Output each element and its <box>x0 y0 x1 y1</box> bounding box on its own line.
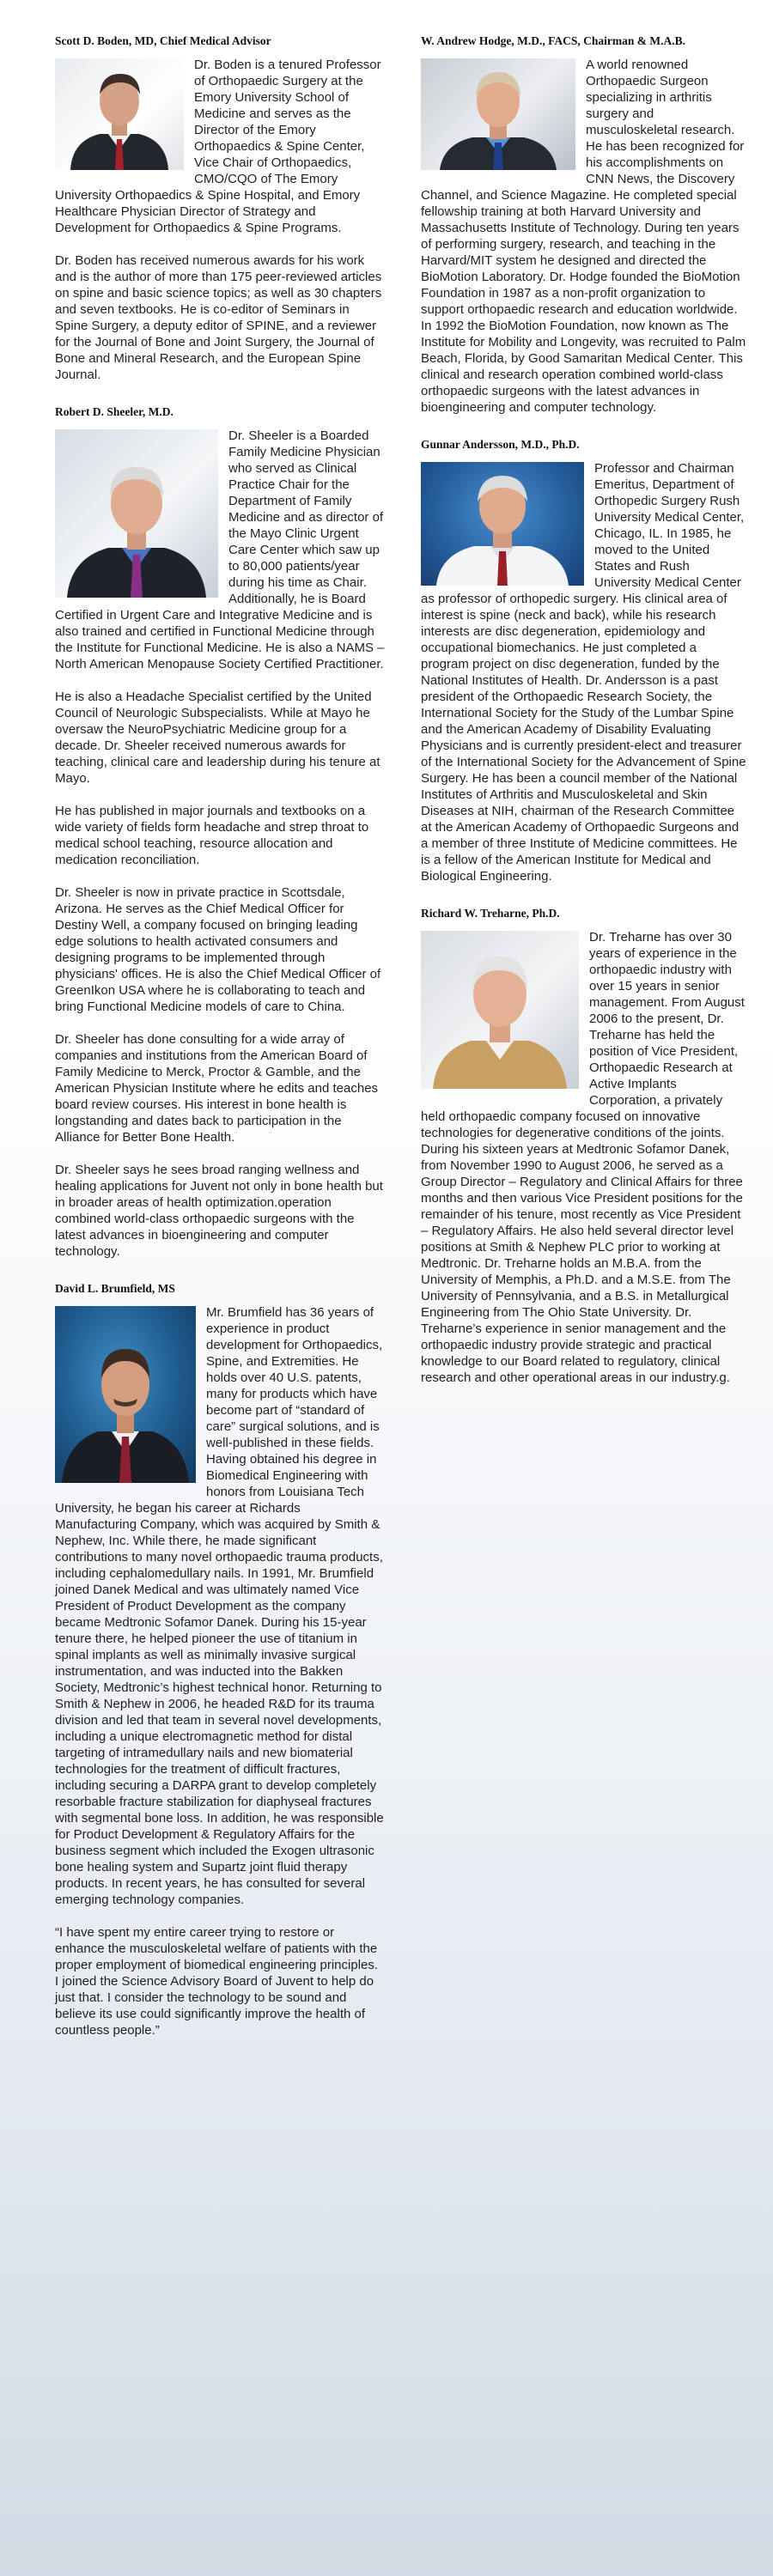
portrait-illustration <box>55 58 184 170</box>
portrait-photo <box>55 58 184 170</box>
bio-paragraph: Dr. Sheeler says he sees broad ranging wellness and healing applications for Juvent not only in bone health but in broader areas of health optimization.operation combined world-class orthopaedic surgeons with the latest advances in bioengineering and computer technology. <box>55 1163 383 1259</box>
portrait-photo <box>421 462 584 586</box>
bio-paragraph: Dr. Sheeler is a Boarded Family Medicine Physician who served as Clinical Practice Chair for the Department of Family Medicine and as director of the Mayo Clinic Urgent Care Center which saw up to 80,000 patients/year during his time as Chair. Additionally, he is Board Certified in Urgent Care and Integrative Medicine and is also trained and certified in Functional Medicine through the Institute for Functional Medicine. He is also a NAMS – North American Menopause Society Certified Practitioner. <box>55 428 385 671</box>
left-column <box>55 34 385 2061</box>
right-column <box>421 34 747 1408</box>
bio-paragraph: Professor and Chairman Emeritus, Department of Orthopedic Surgery Rush University Medical Center, Chicago, IL. In 1985, he moved to the United States and Rush University Medical Center as professor of orthopedic surgery. His clinical area of interest is spine (neck and back), while his research interests are disc degeneration, epidemiology and occupational biomechanics. He just completed a program project on disc degeneration, funded by the National Institutes of Health. Dr. Andersson is a past president of the Orthopaedic Research Society, the International Society for the Study of the Lumbar Spine and the American Academy of Disability Evaluating Physicians and is currently president-elect and treasurer of the International Society for the Advancement of Spine Surgery. He has been a council member of the National Institutes of Arthritis and Musculoskeletal and Skin Diseases at NIH, chairman of the Research Committee at the American Academy of Orthopaedic Surgeons and a member of three Institute of Medicine committees. He is a fellow of the American Institute for Medical and Biological Engineering. <box>421 461 746 884</box>
bio-body <box>421 57 747 416</box>
bio-paragraph: Dr. Boden is a tenured Professor of Orthopaedic Surgery at the Emory University School of Medicine and serves as the Director of the Emory Orthopaedics & Spine Center, Vice Chair of Orthopaedics, CMO/CQO of The Emory University Orthopaedics & Spine Hospital, and Emory Healthcare Physician Director of Strategy and Development for Orthopaedics & Spine Programs. <box>55 58 381 235</box>
bio-name: Gunnar Andersson, M.D., Ph.D. <box>421 438 580 451</box>
bio-paragraph: Dr. Boden has received numerous awards for his work and is the author of more than 175 peer-reviewed articles on spine and basic science topics; as well as 30 chapters and seven textbooks. He is co-editor of Seminars in Spine Surgery, a deputy editor of SPINE, and a reviewer for the Journal of Bone and Joint Surgery, the Journal of Bone and Mineral Research, and the European Spine Journal. <box>55 253 382 382</box>
bio-hodge <box>421 34 747 416</box>
bio-treharne <box>421 907 747 1386</box>
bio-paragraph: Mr. Brumfield has 36 years of experience in product development for Orthopaedics, Spine, and Extremities. He holds over 40 U.S. patents, many for products which have become part of “standard of care” surgical solutions, and is well-published in these fields. Having obtained his degree in Biomedical Engineering with honors from Louisiana Tech University, he began his career at Richards Manufacturing Company, which was acquired by Smith & Nephew, Inc. While there, he made significant contributions to many novel orthopaedic trauma products, including cephalomedullary nails. In 1991, Mr. Brumfield joined Danek Medical and was ultimately named Vice President of Product Development as the company became Medtronic Sofamor Danek. During his 15-year tenure there, he helped pioneer the use of titanium in spinal implants as well as minimally invasive surgical instrumentation, and was inducted into the Bakken Society, Medtronic’s highest technical honor. Returning to Smith & Nephew in 2006, he headed R&D for its trauma division and led that team in several novel developments, including a unique electromagnetic method for distal targeting of intramedullary nails and new biomaterial technologies for the treatment of difficult fractures, including securing a DARPA grant to develop completely resorbable fracture stabilization for diaphyseal fractures with segmental bone loss. In addition, he was responsible for Product Development & Regulatory Affairs for the business segment which included the Exogen ultrasonic bone healing system and Supartz joint fluid therapy products. In recent years, he has consulted for several emerging technology companies. <box>55 1305 384 1907</box>
bio-body <box>55 428 385 1260</box>
bio-paragraph: He is also a Headache Specialist certified by the United Council of Neurologic Subspecialists. While at Mayo he oversaw the NeuroPsychiatric Medicine group for a decade. Dr. Sheeler received numerous awards for teaching, clinical care and leadership during his tenure at Mayo. <box>55 690 380 786</box>
bio-body <box>421 929 747 1386</box>
bio-paragraph: Dr. Sheeler is now in private practice in Scottsdale, Arizona. He serves as the Chief Medical Officer for Destiny Well, a company focused on bringing leading edge solutions to health activated consumers and designing programs to be implemented through physicians' offices. He is also the Chief Medical Officer of GreenIkon USA where he is collaborating to teach and bring Functional Medicine models of care to China. <box>55 885 381 1014</box>
bio-boden <box>55 34 385 383</box>
bio-name: Scott D. Boden, MD, Chief Medical Advisor <box>55 34 271 47</box>
bio-body <box>421 460 747 884</box>
bio-paragraph: “I have spent my entire career trying to restore or enhance the musculoskeletal welfare of patients with the proper employment of biomedical engineering principles. I joined the Science Advisory Board of Juvent to help do just that. I consider the technology to be sound and believe its use could significantly improve the health of countless people.” <box>55 1925 379 2038</box>
bio-name: W. Andrew Hodge, M.D., FACS, Chairman & M.A.B. <box>421 34 686 47</box>
portrait-illustration <box>421 462 584 586</box>
bio-sheeler <box>55 405 385 1260</box>
bio-name: David L. Brumfield, MS <box>55 1282 175 1295</box>
portrait-photo <box>55 1306 196 1483</box>
portrait-photo <box>55 429 218 598</box>
bio-body <box>55 1304 385 2038</box>
bio-name: Richard W. Treharne, Ph.D. <box>421 907 560 920</box>
bio-paragraph: A world renowned Orthopaedic Surgeon specializing in arthritis surgery and musculoskeletal research. He has been recognized for his accomplishments on CNN News, the Discovery Channel, and Science Magazine. He completed special fellowship training at both Harvard University and Massachusetts Institute of Technology. During ten years of performing surgery, research, and teaching in the Harvard/MIT system he designed and directed the BioMotion Laboratory. Dr. Hodge founded the BioMotion Foundation in 1987 as a non-profit organization to support orthopaedic research and education worldwide. In 1992 the BioMotion Foundation, now known as The Institute for Mobility and Longevity, was recruited to Palm Beach, Florida, by Good Samaritan Medical Center. This clinical and research operation combined world-class orthopaedic surgeons with the latest advances in bioengineering and computer technology. <box>421 58 746 415</box>
bio-paragraph: Dr. Sheeler has done consulting for a wide array of companies and institutions from the American Board of Family Medicine to Merck, Proctor & Gamble, and the American Physician Institute where he edits and teaches board review courses. His interest in bone health is longstanding and dates back to participation in the Alliance for Better Bone Health. <box>55 1032 379 1145</box>
portrait-illustration <box>55 1306 196 1483</box>
portrait-photo <box>421 58 575 170</box>
portrait-photo <box>421 931 579 1089</box>
portrait-illustration <box>55 429 218 598</box>
bio-body <box>55 57 385 383</box>
bio-paragraph: Dr. Treharne has over 30 years of experience in the orthopaedic industry with over 15 years in senior management. From August 2006 to the present, Dr. Treharne has held the position of Vice President, Orthopaedic Research at Active Implants Corporation, a privately held orthopaedic company focused on innovative technologies for degenerative conditions of the joints. During his sixteen years at Medtronic Sofamor Danek, from November 1990 to August 2006, he served as a Group Director – Regulatory and Clinical Affairs for three months and then various Vice President positions for the remainder of his tenure, most recently as Vice President – Regulatory Affairs. He also held several director level positions at Smith & Nephew PLC prior to working at Medtronic. Dr. Treharne holds an M.B.A. from the University of Memphis, a Ph.D. and a M.S.E. from The University of Pennsylvania, and a B.S. in Metallurgical Engineering from The Ohio State University. Dr. Treharne’s experience in senior management and the orthopaedic industry provide strategic and practical knowledge to our Board related to regulatory, clinical research and other operational areas in our industry.g. <box>421 930 745 1385</box>
portrait-illustration <box>421 931 579 1089</box>
bio-paragraph: He has published in major journals and textbooks on a wide variety of fields form headache and strep throat to medical school teaching, resource allocation and medication reconciliation. <box>55 804 369 867</box>
bio-andersson <box>421 438 747 884</box>
portrait-illustration <box>421 58 575 170</box>
bio-name: Robert D. Sheeler, M.D. <box>55 405 173 418</box>
bio-brumfield <box>55 1282 385 2038</box>
